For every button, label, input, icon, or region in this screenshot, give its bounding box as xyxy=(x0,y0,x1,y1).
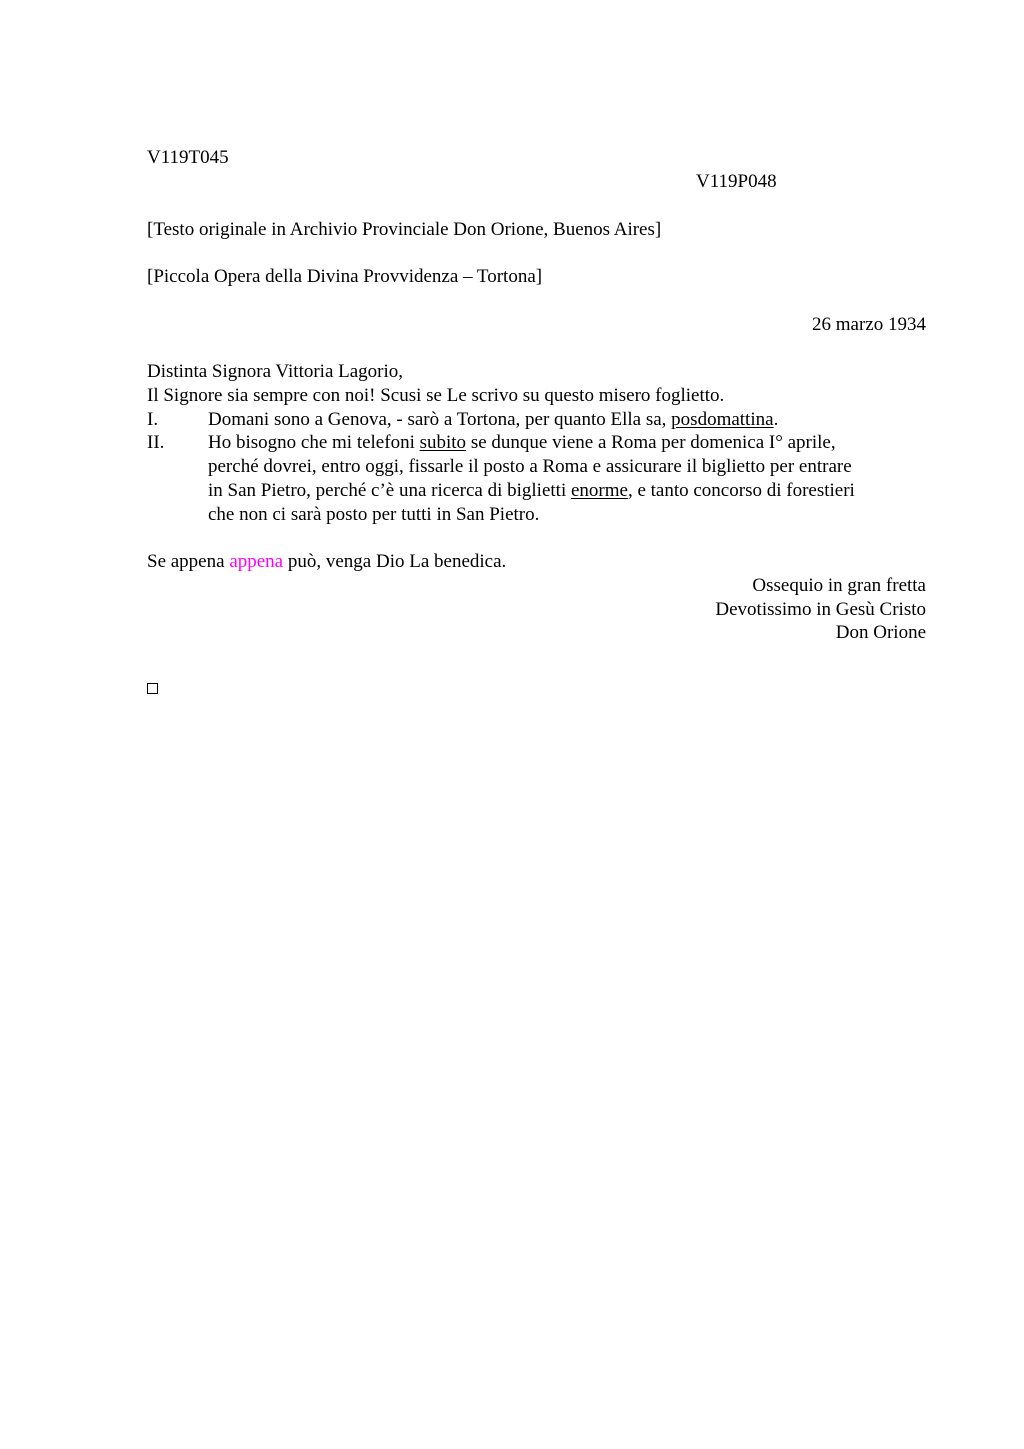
underlined-word: subito xyxy=(419,432,467,453)
list-item-text: Domani sono a Genova, - sarò a Tortona, per quanto Ella sa, posdomattina. xyxy=(208,409,779,430)
intro-paragraph: Il Signore sia sempre con noi! Scusi se Le scrivo su questo misero foglietto. xyxy=(147,385,725,406)
list-item-continuation: in San Pietro, perché c’è una ricerca di biglietti enorme, e tanto concorso di forestieri xyxy=(208,480,855,501)
doc-id: V119T045 xyxy=(147,147,229,168)
signoff-line: Devotissimo in Gesù Cristo xyxy=(715,599,926,620)
signoff-line: Ossequio in gran fretta xyxy=(752,575,926,596)
list-item-number: I. xyxy=(147,409,159,430)
highlighted-word: appena xyxy=(229,551,284,572)
list-item-continuation: perché dovrei, entro oggi, fissarle il posto a Roma e assicurare il biglietto per entrare xyxy=(208,456,852,477)
underlined-word: posdomattina xyxy=(671,409,774,430)
salutation: Distinta Signora Vittoria Lagorio, xyxy=(147,361,404,382)
heading: [Piccola Opera della Divina Provvidenza – Tortona] xyxy=(147,266,543,287)
source-note: [Testo originale in Archivio Provinciale Don Orione, Buenos Aires] xyxy=(147,219,662,240)
page-ref: V119P048 xyxy=(696,171,777,192)
checkbox-square-icon xyxy=(147,683,158,694)
list-item-number: II. xyxy=(147,432,165,453)
closing-line: Se appena appena può, venga Dio La benedica. xyxy=(147,551,507,572)
list-item-continuation: che non ci sarà posto per tutti in San Pietro. xyxy=(208,504,540,525)
letter-date: 26 marzo 1934 xyxy=(812,314,926,335)
underlined-word: enorme xyxy=(570,480,628,501)
signature: Don Orione xyxy=(835,622,926,643)
list-item-text: Ho bisogno che mi telefoni subito se dunque viene a Roma per domenica I° aprile, xyxy=(208,432,836,453)
